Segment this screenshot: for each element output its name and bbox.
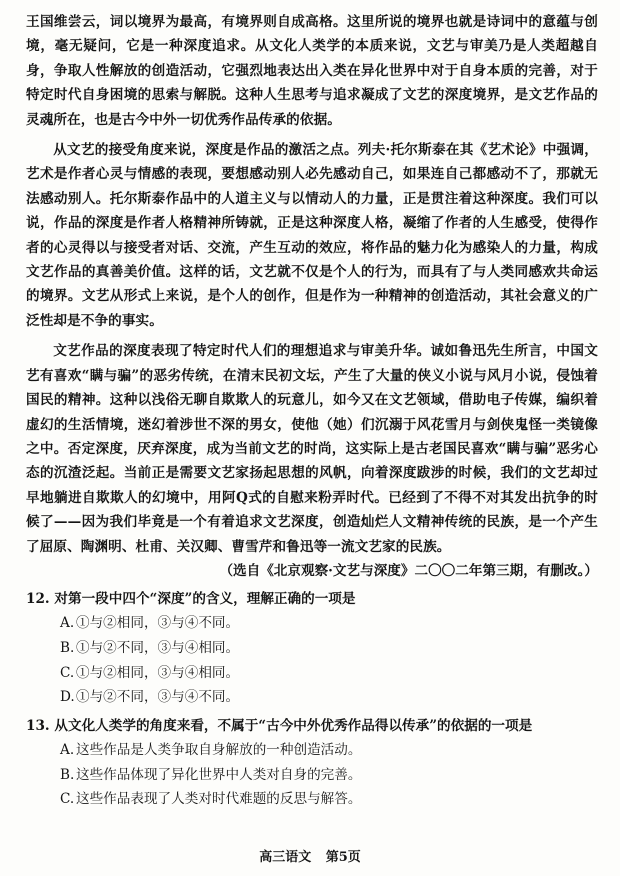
option-letter: B.	[60, 766, 75, 783]
page-footer	[0, 846, 620, 865]
q13-option-c[interactable]	[60, 787, 598, 812]
option-text: 这些作品是人类争取自身解放的一种创造活动。	[76, 742, 362, 759]
question-13-stem: 13. 从文化人类学的角度来看，不属于“古今中外优秀作品得以传承”的依据的一项是	[26, 717, 533, 734]
q12-option-b[interactable]	[60, 636, 598, 661]
option-letter: C.	[60, 664, 75, 681]
passage-source: （选自《北京观察·文艺与深度》二〇〇二年第三期，有删改。）	[219, 562, 598, 579]
q13-option-a[interactable]	[60, 738, 598, 763]
footer-page-number: 第5页	[325, 850, 361, 865]
q12-option-d[interactable]	[60, 685, 598, 710]
option-text: ①与②不同，③与④相同。	[76, 639, 240, 656]
option-letter: B.	[60, 639, 75, 656]
passage-paragraph-3: 文艺作品的深度表现了特定时代人们的理想追求与审美升华。诚如鲁迅先生所言，中国文艺有喜欢“瞒与骗”的恶劣传统，在清末民初文坛，产生了大量的侠义小说与风月小说，侵蚀着国民的精神。这种以浅俗无聊自欺欺人的玩意儿，如今又在文艺领域，借助电子传媒，编织着虚幻的生活情境，迷幻着涉世不深的男女，使他（她）们沉溺于风花雪月与剑侠鬼怪一类镜像之中。否定深度，厌弃深度，成为当前文艺的时尚，这实际上是古老国民喜欢“瞒与骗”恶劣心态的沉渣泛起。当前正是需要文艺家扬起思想的风帆，向着深度跋涉的时候，我们的文艺却过早地躺进自欺欺人的幻境中，用阿Q式的自慰来粉弄时代。已经到了不得不对其发出抗争的时候了——因为我们毕竟是一个有着追求文艺深度，创造灿烂人文精神传统的民族，是一个产生了屈原、陶渊明、杜甫、关汉卿、曹雪芹和鲁迅等一流文艺家的民族。	[26, 343, 598, 555]
q12-option-a[interactable]	[60, 611, 598, 636]
option-text: ①与②相同，③与④相同。	[76, 664, 240, 681]
passage-paragraph-2: 从文艺的接受角度来说，深度是作品的激活之点。列夫·托尔斯泰在其《艺术论》中强调，艺术是作者心灵与情感的表现，要想感动别人必先感动自己，如果连自己都感动不了，那就无法感动别人。托尔斯泰作品中的人道主义与以情动人的力量，正是贯注着这种深度。我们可以说，作品的深度是作者人格精神所铸就，正是这种深度人格，凝缩了作者的人生感受，使得作者的心灵得以与接受者对话、交流，产生互动的效应，将作品的魅力化为感染人的力量，构成文艺作品的真善美价值。这样的话，文艺就不仅是个人的行为，而具有了与人类同感欢共命运的境界。文艺从形式上来说，是个人的创作，但是作为一种精神的创造活动，其社会意义的广泛性却是不争的事实。	[26, 142, 598, 329]
q12-option-c[interactable]	[60, 661, 598, 686]
option-text: ①与②相同，③与④不同。	[76, 615, 240, 632]
q13-option-b[interactable]	[60, 763, 598, 788]
question-12-stem: 12. 对第一段中四个“深度”的含义，理解正确的一项是	[26, 590, 356, 607]
option-text: ①与②不同，③与④不同。	[76, 689, 240, 706]
option-letter: D.	[60, 689, 75, 706]
option-letter: A.	[60, 615, 75, 632]
passage-paragraph-1: 王国维尝云，词以境界为最高，有境界则自成高格。这里所说的境界也就是诗词中的意蕴与创境，毫无疑问，它是一种深度追求。从文化人类学的本质来说，文艺与审美乃是人类超越自身，争取人性解放的创造活动，它强烈地表达出入类在异化世界中对于自身本质的完善，对于特定时代自身困境的思索与解脱。这种人生思考与追求凝成了文艺的深度境界，是文艺作品的灵魂所在，也是古今中外一切优秀作品传承的依据。	[26, 14, 598, 128]
question-12-options	[26, 611, 598, 709]
option-text: 这些作品表现了人类对时代难题的反思与解答。	[76, 791, 362, 808]
option-text: 这些作品体现了异化世界中人类对自身的完善。	[76, 766, 362, 783]
question-13-options	[26, 738, 598, 812]
option-letter: A.	[60, 742, 75, 759]
footer-subject: 高三语文	[259, 850, 312, 865]
option-letter: C.	[60, 791, 75, 808]
